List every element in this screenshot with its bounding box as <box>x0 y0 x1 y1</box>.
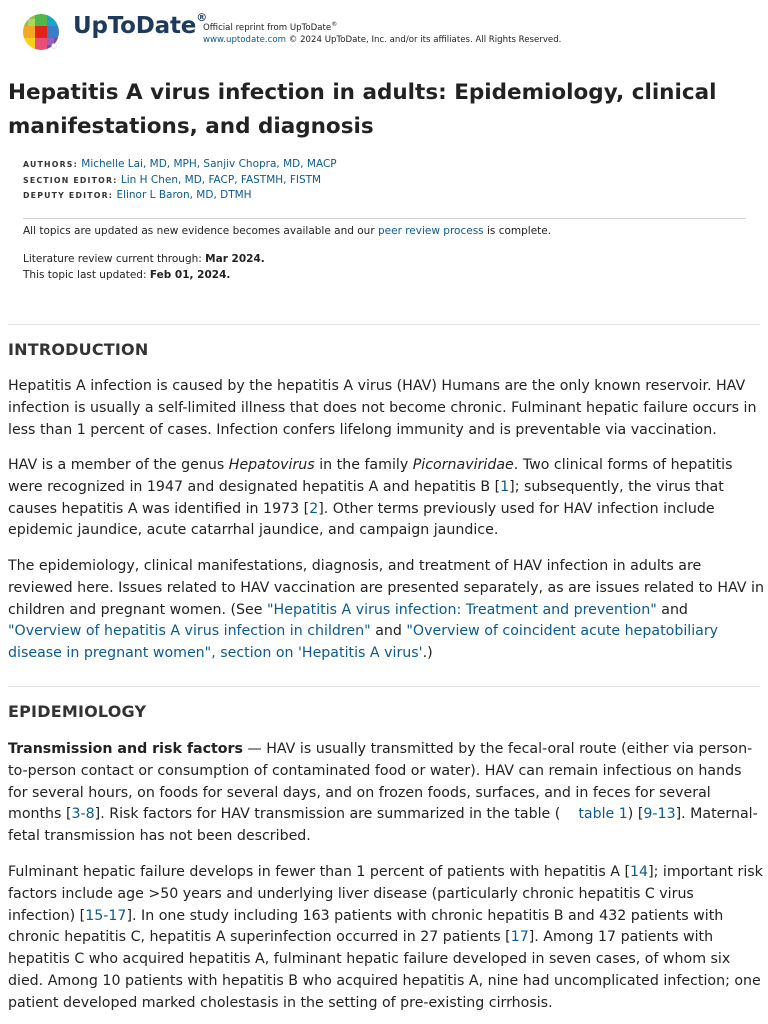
brand-name: UpToDate® <box>73 11 207 39</box>
deputy-editor-label: DEPUTY EDITOR: <box>23 191 114 200</box>
uptodate-logo-icon <box>22 13 60 51</box>
intro-paragraph-3: The epidemiology, clinical manifestations, diagnosis, and treatment of HAV infection in adults are reviewed here. Issues related to HAV vaccination are presented separately, as are issues related to HAV in children and pregnant women. (See "Hepatitis A virus infection: Treatment and prevention" and "Overview of hepatitis A virus infection in children" and "Overview of coincident acute hepatobiliary disease in pregnant women", section on 'Hepatitis A virus'.) <box>8 558 764 662</box>
authors-row <box>23 157 337 173</box>
transmission-subheading: Transmission and risk factors <box>8 741 243 757</box>
update-note: All topics are updated as new evidence becomes available and our peer review process is complete. <box>23 225 552 237</box>
peer-review-link[interactable]: peer review process <box>377 225 484 237</box>
section-editor-label: SECTION EDITOR: <box>23 175 118 185</box>
deputy-editor-row <box>23 188 337 204</box>
deputy-editor-link[interactable]: Elinor L Baron, MD, DTMH <box>116 189 252 201</box>
last-updated-date: This topic last updated: Feb 01, 2024. <box>23 268 231 281</box>
authors-link[interactable]: Michelle Lai, MD, MPH, Sanjiv Chopra, MD, MACP <box>81 158 337 170</box>
intro-paragraph-1: Hepatitis A infection is caused by the hepatitis A virus (HAV) Humans are the only known reservoir. HAV infection is usually a self-limited illness that does not become chronic. Fulminant hepatic failure occurs in less than 1 percent of cases. Infection confers lifelong immunity and is preventable via vaccination. <box>8 378 757 438</box>
treatment-topic-link[interactable]: "Hepatitis A virus infection: Treatment and prevention" <box>267 601 657 618</box>
section-editor-row <box>23 173 337 189</box>
reprint-notice: Official reprint from UpToDate® www.uptodate.com © 2024 UpToDate, Inc. and/or its affiliates. All Rights Reserved. <box>203 21 562 45</box>
reprint-header <box>0 0 768 62</box>
table-1-link[interactable]: table 1 <box>578 806 628 823</box>
reference-link[interactable]: 17 <box>510 929 529 946</box>
reference-link[interactable]: 14 <box>630 864 649 880</box>
section-divider <box>8 686 760 687</box>
authors-label: AUTHORS: <box>23 160 78 169</box>
divider <box>23 218 746 219</box>
pregnancy-topic-link[interactable]: "Overview of coincident acute hepatobiliary disease in pregnant women", section on 'Hepatitis A virus' <box>8 623 719 662</box>
introduction-heading: INTRODUCTION <box>8 340 149 359</box>
reference-link[interactable]: 1 <box>500 478 510 495</box>
reference-link[interactable]: 3-8 <box>71 806 95 823</box>
intro-paragraph-2: HAV is a member of the genus Hepatovirus in the family Picornaviridae. Two clinical forms of hepatitis were recognized in 1947 and designated hepatitis A and hepatitis B [1]; subsequently, the virus that causes hepatitis A was identified in 1973 [2]. Other terms previously used for HAV infection include epidemic jaundice, acute catarrhal jaundice, and campaign jaundice. <box>8 457 733 539</box>
reference-link[interactable]: 2 <box>309 500 319 517</box>
contributors <box>23 157 337 204</box>
page-title: Hepatitis A virus infection in adults: Epidemiology, clinical manifestations, and diagnosis <box>8 80 717 139</box>
epidemiology-paragraph-2: Fulminant hepatic failure develops in fewer than 1 percent of patients with hepatitis A [14]; important risk factors include age >50 years and underlying liver disease (particularly chronic hepatitis C virus infection) [15-17]. In one study including 163 patients with chronic hepatitis B and 432 patients with chronic hepatitis C, hepatitis A superinfection occurred in 27 patients [17]. Among 17 patients with hepatitis C who acquired hepatitis A, fulminant hepatic failure developed in seven cases, of whom six died. Among 10 patients with hepatitis B who acquired hepatitis A, nine had uncomplicated infection; one patient developed marked cholestasis in the setting of pre-existing cirrhosis. <box>8 864 763 1011</box>
review-dates <box>23 252 265 283</box>
epidemiology-heading: EPIDEMIOLOGY <box>8 702 147 721</box>
reference-link[interactable]: 9-13 <box>643 806 676 823</box>
epidemiology-paragraph-1: Transmission and risk factors — HAV is usually transmitted by the fecal-oral route (either via person-to-person contact or consumption of contaminated food or water). HAV can remain infectious on hands for several hours, on foods for several days, and on frozen foods, surfaces, and in feces for several months [3-8]. Risk factors for HAV transmission are summarized in the table ( table 1) [9-13]. Maternal-fetal transmission has not been described. <box>8 741 758 845</box>
section-editor-link[interactable]: Lin H Chen, MD, FACP, FASTMH, FISTM <box>120 173 322 186</box>
uptodate-site-link[interactable]: www.uptodate.com <box>203 34 287 45</box>
section-divider <box>8 324 760 325</box>
children-topic-link[interactable]: "Overview of hepatitis A virus infection in children" <box>8 623 371 640</box>
reference-link[interactable]: 15-17 <box>85 907 127 924</box>
literature-review-date: Literature review current through: Mar 2024. <box>23 253 265 265</box>
